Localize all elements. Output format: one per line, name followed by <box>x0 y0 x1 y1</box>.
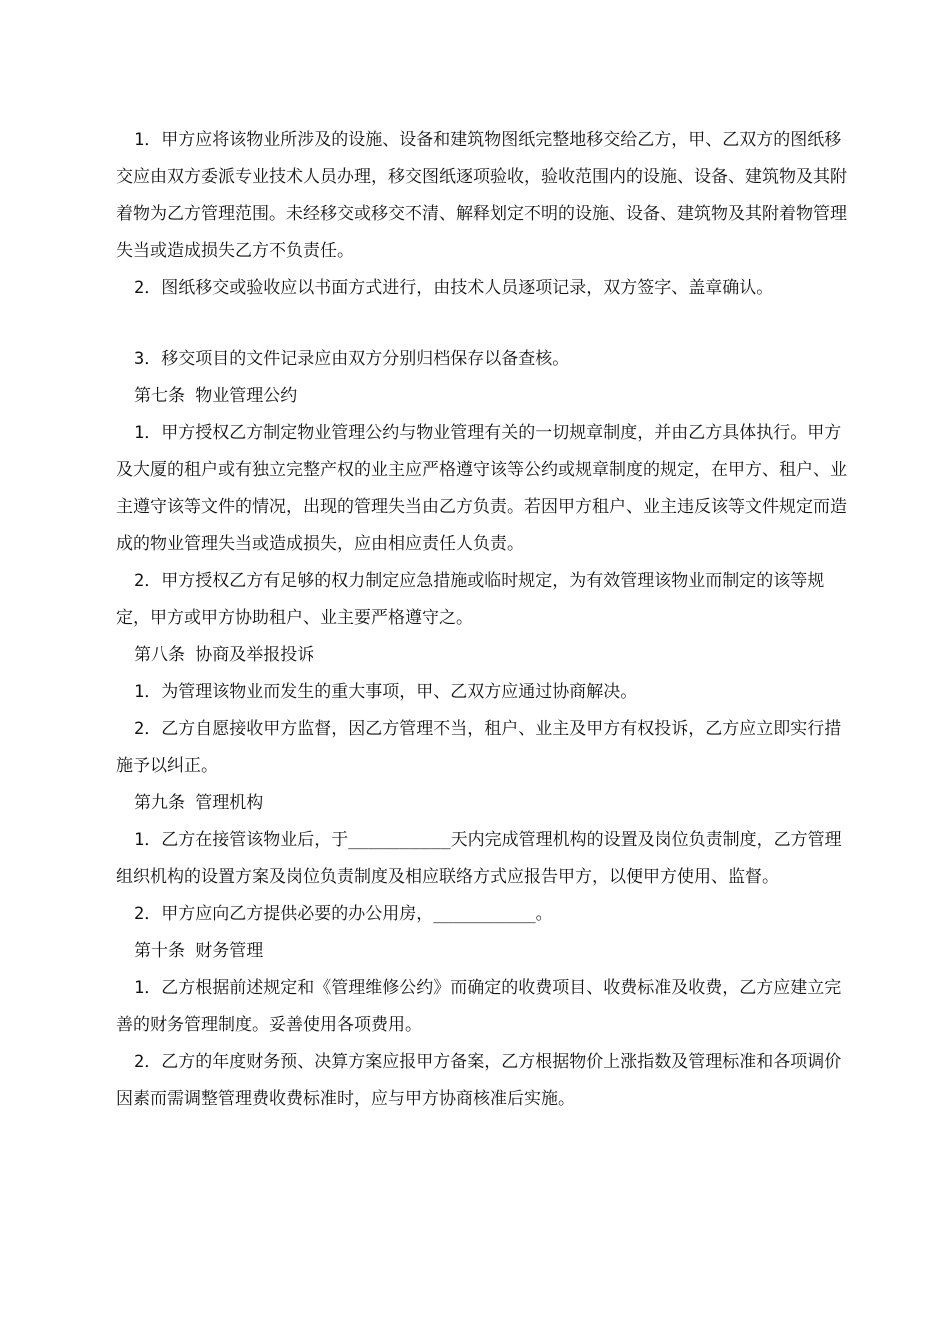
article-10-heading: 第十条 财务管理 <box>134 941 264 961</box>
paragraph-complaints: 2．乙方自愿接收甲方监督，因乙方管理不当，租户、业主及甲方有权投诉，乙方应立即实行措施予以纠正。 <box>116 719 842 776</box>
paragraph-fee-management: 1．乙方根据前述规定和《管理维修公约》而确定的收费项目、收费标准及收费，乙方应建立完善的财务管理制度。妥善使用各项费用。 <box>116 978 842 1035</box>
paragraph-management-rules: 1．甲方授权乙方制定物业管理公约与物业管理有关的一切规章制度，并由乙方具体执行。甲方及大厦的租户或有独立完整产权的业主应严格遵守该等公约或规章制度的规定，在甲方、租户、业主遵守该等文件的情况，出现的管理失当由乙方负责。若因甲方租户、业主违反该等文件规定而造成的物业管理失当或造成损失，应由相应责任人负责。 <box>116 423 847 554</box>
article-9-heading: 第九条 管理机构 <box>134 793 264 813</box>
paragraph-handover-drawings: 1．甲方应将该物业所涉及的设施、设备和建筑物图纸完整地移交给乙方，甲、乙双方的图纸移交应由双方委派专业技术人员办理，移交图纸逐项验收，验收范围内的设施、设备、建筑物及其附着物为乙方管理范围。未经移交或移交不清、解释划定不明的设施、设备、建筑物及其附着物管理失当或造成损失乙方不负责任。 <box>116 130 847 261</box>
paragraph-consultation: 1．为管理该物业而发生的重大事项，甲、乙双方应通过协商解决。 <box>134 682 638 702</box>
document-body <box>116 122 854 1118</box>
article-7-heading: 第七条 物业管理公约 <box>134 386 298 406</box>
article-8-heading: 第八条 协商及举报投诉 <box>134 645 315 665</box>
paragraph-written-acceptance: 2．图纸移交或验收应以书面方式进行，由技术人员逐项记录，双方签字、盖章确认。 <box>134 278 774 298</box>
paragraph-management-organization: 1．乙方在接管该物业后，于__________天内完成管理机构的设置及岗位负责制度，乙方管理组织机构的设置方案及岗位负责制度及相应联络方式应报告甲方，以便甲方使用、监督。 <box>116 830 842 887</box>
paragraph-annual-budget: 2．乙方的年度财务预、决算方案应报甲方备案，乙方根据物价上涨指数及管理标准和各项调价因素而需调整管理费收费标准时，应与甲方协商核准后实施。 <box>116 1052 842 1109</box>
paragraph-file-records: 3．移交项目的文件记录应由双方分别归档保存以备查核。 <box>134 349 570 369</box>
paragraph-office-space: 2．甲方应向乙方提供必要的办公用房，__________。 <box>134 904 553 924</box>
paragraph-emergency-measures: 2．甲方授权乙方有足够的权力制定应急措施或临时规定，为有效管理该物业而制定的该等规定，甲方或甲方协助租户、业主要严格遵守之。 <box>116 571 825 628</box>
